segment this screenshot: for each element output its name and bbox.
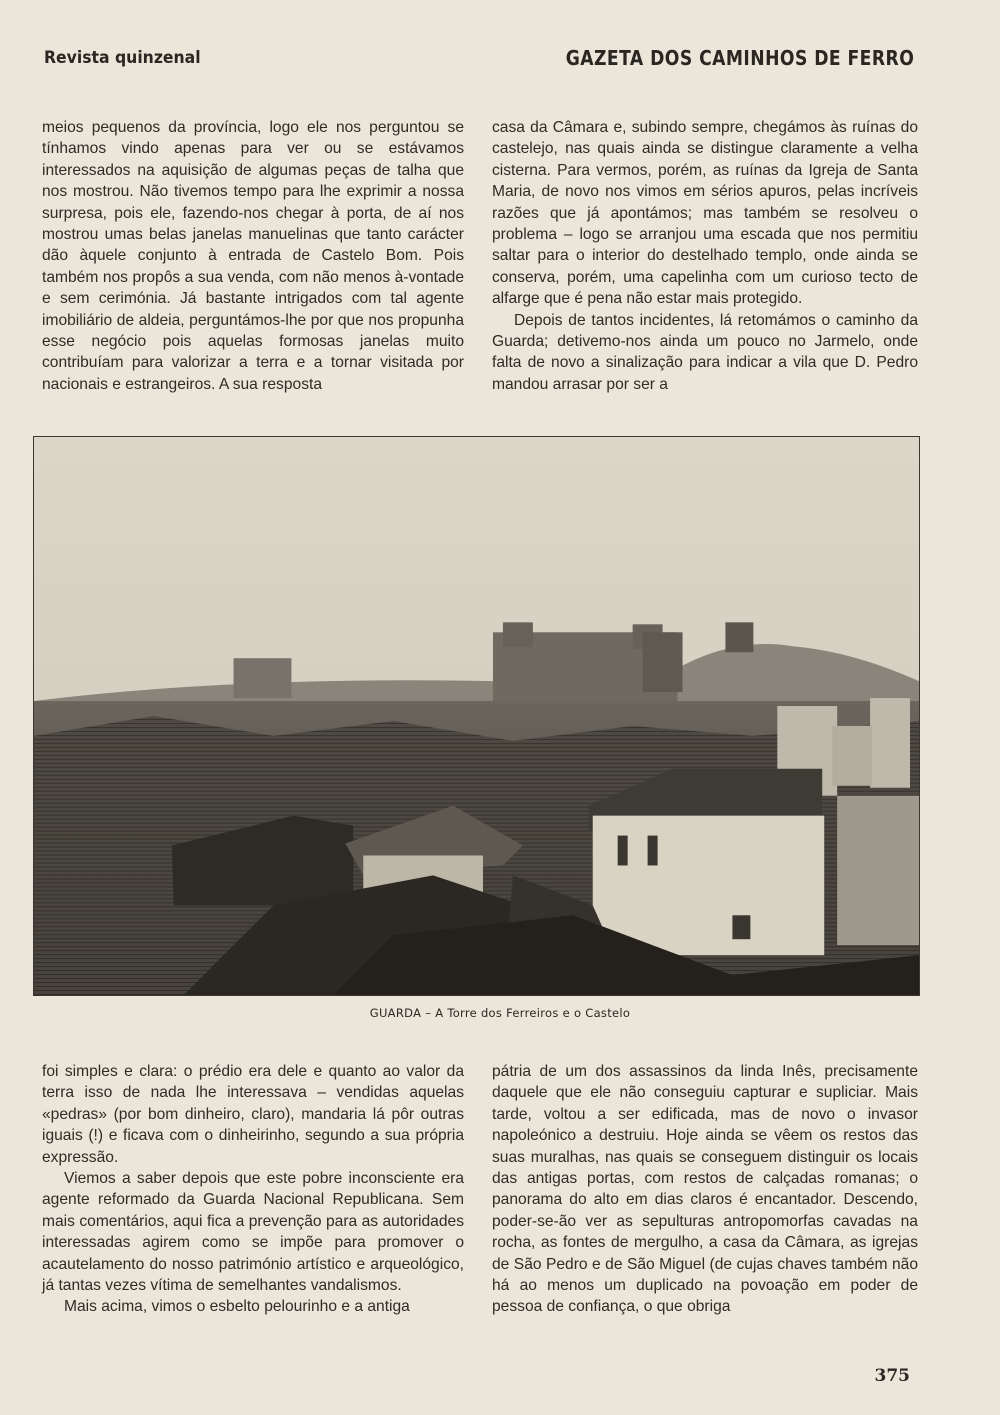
header-magazine-title: GAZETA DOS CAMINHOS DE FERRO — [565, 46, 914, 70]
paragraph: Depois de tantos incidentes, lá retomámos o caminho da Guarda; detivemo-nos ainda um pouco no Jarmelo, onde falta de novo a sinalização para indicar a vila que D. Pedro mandou arrasar por ser a — [492, 311, 918, 393]
column-top-left — [42, 117, 464, 395]
paragraph: Viemos a saber depois que este pobre inconsciente era agente reformado da Guarda Nacional Republicana. Sem mais comentários, aqui fica a prevenção para as autoridades interessadas agirem como se impõe para promover o acautelamento do nosso património artístico e arqueológico, já tantas vezes vítima de semelhantes vandalismos. — [42, 1170, 464, 1295]
page-number: 375 — [874, 1366, 910, 1386]
column-top-right — [492, 117, 918, 395]
paragraph: meios pequenos da província, logo ele nos perguntou se tínhamos vindo apenas para ver ou se estávamos interessados na aquisição de algumas peças de talha que nos mostrou. Não tivemos tempo para lhe exprimir a nossa surpresa, pois ele, fazendo-nos chegar à porta, de aí nos mostrou umas belas janelas manuelinas que tanto carácter dão àquele conjunto à entrada de Castelo Bom. Pois também nos propôs a sua venda, com não menos à-vontade e sem cerimónia. Já bastante intrigados com tal agente imobiliário de aldeia, perguntámos-lhe por que nos propunha esse negócio pois aquelas formosas janelas muito contribuíam para valorizar a terra e a tornar visitada por nacionais e estrangeiros. A sua resposta — [42, 119, 464, 393]
photo-caption: GUARDA – A Torre dos Ferreiros e o Castelo — [369, 1006, 631, 1020]
paragraph: Mais acima, vimos o esbelto pelourinho e a antiga — [64, 1298, 410, 1316]
town-panorama-illustration — [34, 437, 919, 995]
paragraph: foi simples e clara: o prédio era dele e quanto ao valor da terra isso de nada lhe interessava – vendidas aquelas «pedras» (por bom dinheiro, claro), mandaria lá pôr outras iguais (!) e ficava com o dinheirinho, segundo a sua própria expressão. — [42, 1063, 464, 1166]
paragraph: pátria de um dos assassinos da linda Inês, precisamente daquele que ele não conseguiu capturar e supliciar. Mais tarde, voltou a ser edificada, mas de novo o invasor napoleónico a destruiu. Hoje ainda se vêem os restos das suas muralhas, nas quais se conseguem distinguir os locais das antigas portas, com restos de calçadas romanas; o panorama do alto em dias claros é encantador. Descendo, poder-se-ão ver as sepulturas antropomorfas cavadas na rocha, as fontes de mergulho, a casa da Câmara, as igrejas de São Pedro e de São Miguel (de cujas chaves também não há ao menos um duplicado na povoação em poder de pessoa de confiança, o que obriga — [492, 1063, 918, 1316]
column-bottom-left — [42, 1061, 464, 1318]
header-publication-frequency: Revista quinzenal — [44, 48, 201, 68]
paragraph: casa da Câmara e, subindo sempre, chegámos às ruínas do castelejo, nas quais ainda se distingue claramente a velha cisterna. Para vermos, porém, as ruínas da Igreja de Santa Maria, de novo nos vimos em sérios apuros, pelas incríveis razões que já apontámos; mas também se resolveu o problema – logo se arranjou uma escada que nos permitiu saltar para o interior do destelhado templo, onde ainda se conserva, porém, uma capelinha com um curioso tecto de alfarge que é pena não estar mais protegido. — [492, 119, 918, 308]
guarda-photograph — [33, 436, 920, 996]
column-bottom-right — [492, 1061, 918, 1318]
